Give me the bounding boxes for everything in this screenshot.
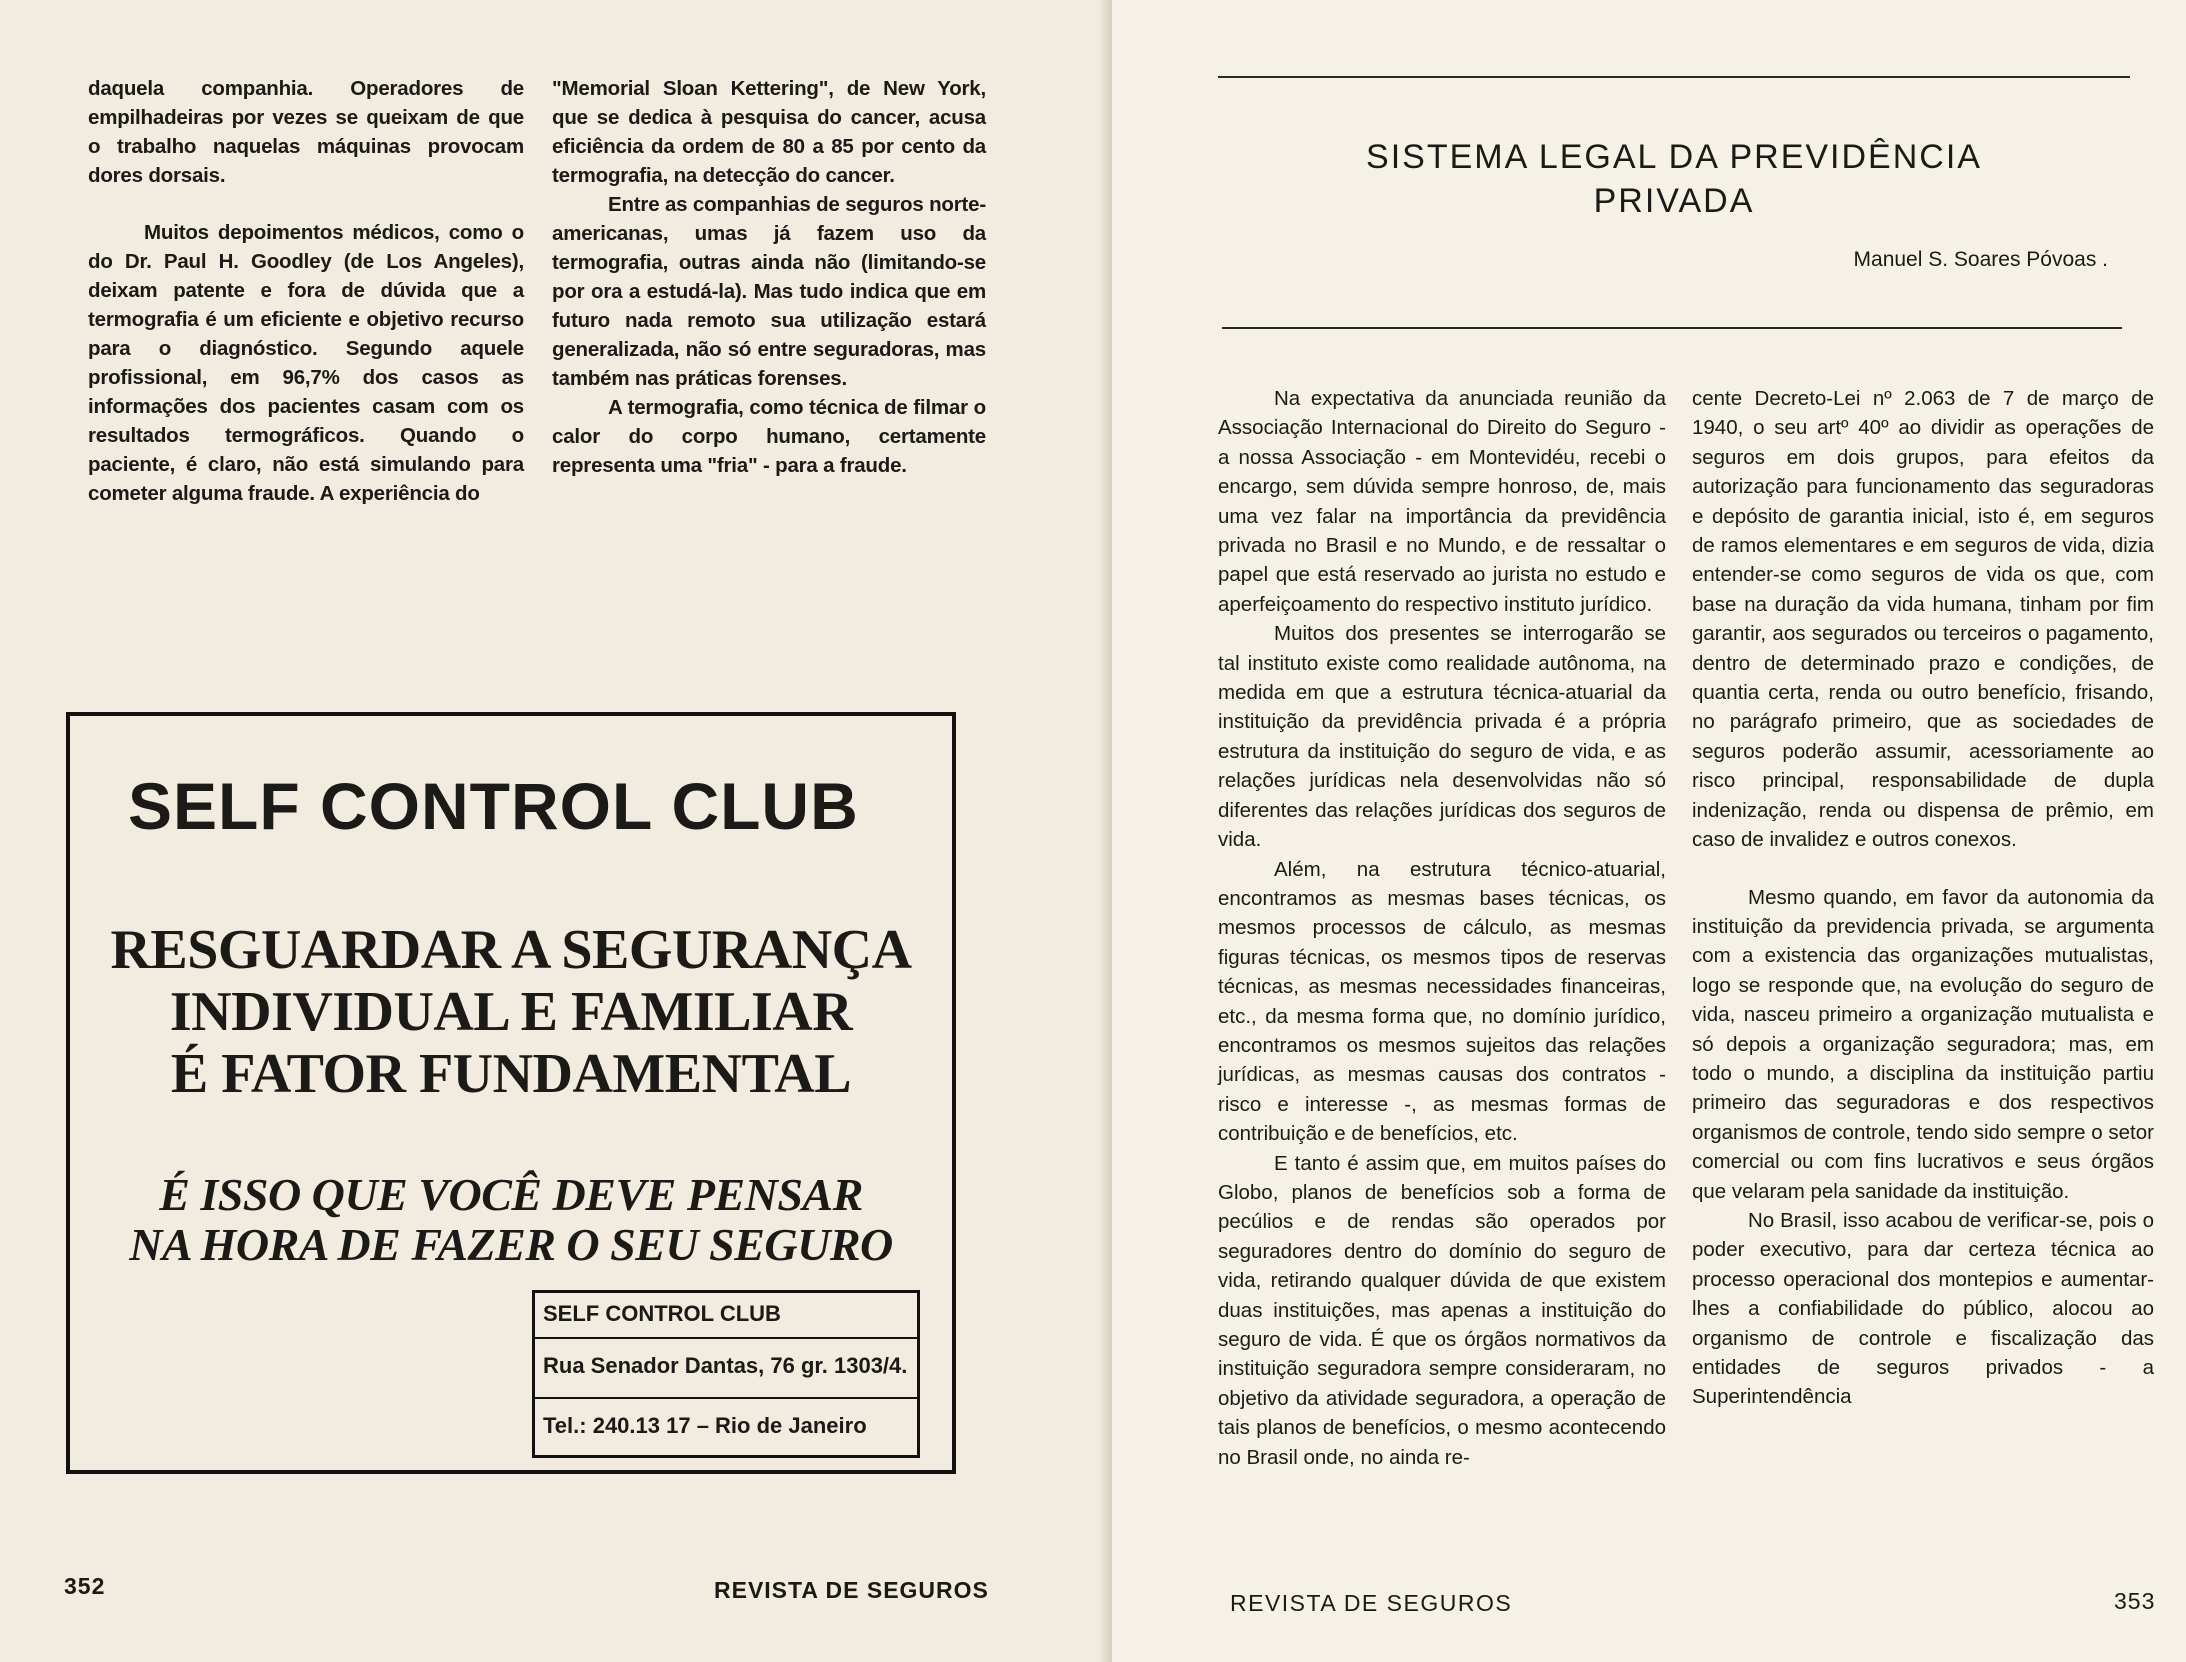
- ad-headline-line: RESGUARDAR A SEGURANÇA: [110, 919, 912, 981]
- article-title: SISTEMA LEGAL DA PREVIDÊNCIA: [1366, 138, 1982, 176]
- ad-contact-name: SELF CONTROL CLUB: [543, 1301, 781, 1326]
- divider: [535, 1397, 917, 1399]
- article-title: PRIVADA: [1593, 182, 1755, 220]
- paragraph: Além, na estrutura técnico-atuarial, encontramos as mesmas bases técnicas, os mesmos processos de cálculo, as mesmas figuras técnicas, os mesmos tipos de reservas técnicas, as mesmas necessidades financeiras, etc., da mesma forma que, no domínio jurídico, encontramos os mesmos sujeitos das relações jurídicas, as mesmas causas dos contratos - risco e interesse -, as mesmas formas de contribuição e de benefícios, etc.: [1218, 857, 1666, 1146]
- running-head: REVISTA DE SEGUROS: [1230, 1590, 1513, 1616]
- paragraph: Muitos dos presentes se interrogarão se tal instituto existe como realidade autônoma, na medida em que a estrutura técnica-atuarial da instituição da previdência privada é a própria estrutura da instituição do seguro de vida, e as relações jurídicas nela desenvolvidas não só diferentes das relações jurídicas dos seguros de vida.: [1218, 622, 1666, 852]
- ad-tagline-line: É ISSO QUE VOCÊ DEVE PENSAR: [159, 1169, 863, 1220]
- divider: [1218, 76, 2130, 78]
- ad-headline-line: INDIVIDUAL E FAMILIAR: [169, 981, 853, 1043]
- ad-contact-address: Rua Senador Dantas, 76 gr. 1303/4.: [543, 1353, 908, 1378]
- left-column-1: [88, 74, 524, 508]
- article-author: Manuel S. Soares Póvoas .: [1853, 248, 2108, 271]
- divider: [1222, 327, 2122, 329]
- page-number: 353: [2114, 1588, 2156, 1614]
- running-head: REVISTA DE SEGUROS: [714, 1577, 989, 1603]
- right-column-2: [1692, 384, 2154, 1412]
- paragraph: cente Decreto-Lei nº 2.063 de 7 de março de 1940, o seu artº 40º ao dividir as operações de seguros em dois grupos, para efeitos da autorização para funcionamento das seguradoras e depósito de garantia inicial, isto é, em seguros de ramos elementares e em seguros de vida, dizia entender-se como seguros de vida os que, com base na duração da vida humana, tinham por fim garantir, aos segurados ou terceiros o pagamento, dentro de determinado prazo e condições, de quantia certa, renda ou outro benefício, frisando, no parágrafo primeiro, que as sociedades de seguros poderão assumir, acessoriamente ao risco principal, responsabilidade de dupla indenização, renda ou dispensa de prêmio, em caso de invalidez e outros conexos.: [1692, 387, 2154, 852]
- ad-tagline-line: NA HORA DE FAZER O SEU SEGURO: [129, 1219, 893, 1270]
- left-column-2: [552, 74, 986, 480]
- ad-contact-box: [532, 1290, 920, 1458]
- paragraph: Na expectativa da anunciada reunião da Associação Internacional do Direito do Seguro - a nossa Associação - em Montevidéu, recebi o encargo, sem dúvida sempre honroso, de, mais uma vez falar na importância da previdência privada no Brasil e no Mundo, e de ressaltar o papel que está reservado ao jurista no estudo e aperfeiçoamento do respectivo instituto jurídico.: [1218, 387, 1666, 616]
- right-column-1: [1218, 384, 1666, 1472]
- ad-contact-phone: Tel.: 240.13 17 – Rio de Janeiro: [543, 1413, 867, 1438]
- paragraph: Muitos depoimentos médicos, como o do Dr. Paul H. Goodley (de Los Angeles), deixam patente e fora de dúvida que a termografia é um eficiente e objetivo recurso para o diagnóstico. Segundo aquele profissional, em 96,7% dos casos as informações dos pacientes casam com os resultados termográficos. Quando o paciente, é claro, não está simulando para cometer alguma fraude. A experiência do: [88, 221, 524, 505]
- page-number: 352: [64, 1573, 106, 1599]
- paragraph: "Memorial Sloan Kettering", de New York, que se dedica à pesquisa do cancer, acusa eficiência da ordem de 80 a 85 por cento da termografia, na detecção do cancer.: [552, 77, 986, 187]
- ad-club-title: SELF CONTROL CLUB: [128, 769, 859, 843]
- paragraph: Entre as companhias de seguros norte-americanas, umas já fazem uso da termografia, outras ainda não (limitando-se por ora a estudá-la). Mas tudo indica que em futuro nada remoto sua utilização estará generalizada, não só entre seguradoras, mas também nas práticas forenses.: [552, 193, 986, 390]
- paragraph: Mesmo quando, em favor da autonomia da instituição da previdencia privada, se argumenta com a existencia das organizações mutualistas, logo se responde que, na evolução do seguro de vida, nasceu primeiro a organização mutualista e só depois a organização seguradora; mas, em todo o mundo, a disciplina da instituição partiu primeiro das seguradoras e dos respectivos organismos de controle, tendo sido sempre o setor comercial ou com fins lucrativos e seus órgãos que velaram pela sanidade da instituição.: [1692, 885, 2154, 1203]
- paragraph: daquela companhia. Operadores de empilhadeiras por vezes se queixam de que o trabalho naquelas máquinas provocam dores dorsais.: [88, 77, 524, 187]
- divider: [535, 1337, 917, 1339]
- ad-headline-line: É FATOR FUNDAMENTAL: [170, 1043, 852, 1105]
- paragraph: A termografia, como técnica de filmar o calor do corpo humano, certamente representa uma "fria" - para a fraude.: [552, 396, 986, 477]
- paragraph: No Brasil, isso acabou de verificar-se, pois o poder executivo, para dar certeza técnica ao processo operacional dos montepios e aumentar-lhes a confiabilidade do público, alocou ao organismo de controle e fiscalização das entidades de seguros privados - a Superintendência: [1692, 1208, 2154, 1409]
- paragraph: E tanto é assim que, em muitos países do Globo, planos de benefícios sob a forma de pecúlios e de rendas são operados por seguradores dentro do domínio do seguro de vida, retirando qualquer dúvida de que existem duas instituições, mas apenas a instituição do seguro de vida. É que os órgãos normativos da instituição seguradora sempre consideraram, no objetivo da atividade seguradora, a operação de tais planos de benefícios, o mesmo acontecendo no Brasil onde, no ainda re-: [1218, 1151, 1666, 1469]
